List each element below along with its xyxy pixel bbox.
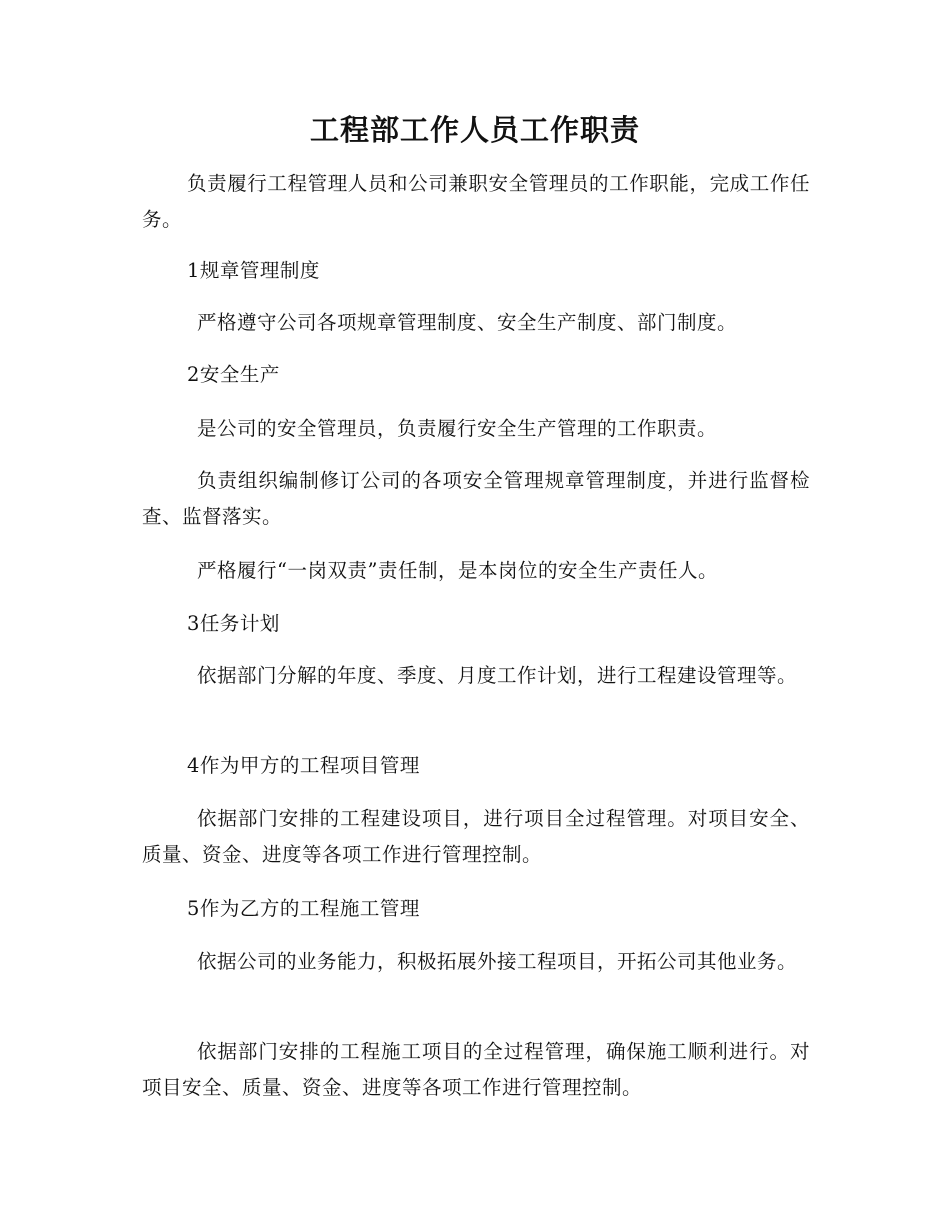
document-title: 工程部工作人员工作职责 [309, 113, 640, 147]
section-heading-4: 4作为甲方的工程项目管理 [187, 754, 420, 777]
section-heading-1: 1规章管理制度 [187, 259, 320, 282]
paragraph-2b: 负责组织编制修订公司的各项安全管理规章管理制度，并进行监督检查、监督落实。 [142, 469, 810, 528]
section-heading-5: 5作为乙方的工程施工管理 [187, 897, 420, 920]
paragraph-intro: 负责履行工程管理人员和公司兼职安全管理员的工作职能，完成工作任务。 [142, 172, 810, 231]
paragraph-3: 依据部门分解的年度、季度、月度工作计划，进行工程建设管理等。 [197, 664, 798, 687]
section-heading-2: 2安全生产 [187, 363, 280, 386]
paragraph-5b: 依据部门安排的工程施工项目的全过程管理，确保施工顺利进行。对项目安全、质量、资金、进度等各项工作进行管理控制。 [142, 1040, 810, 1099]
paragraph-2a: 是公司的安全管理员，负责履行安全生产管理的工作职责。 [197, 417, 718, 440]
paragraph-4: 依据部门安排的工程建设项目，进行项目全过程管理。对项目安全、质量、资金、进度等各项工作进行管理控制。 [142, 807, 810, 866]
paragraph-2c: 严格履行“一岗双责”责任制，是本岗位的安全生产责任人。 [197, 559, 718, 582]
section-heading-3: 3任务计划 [187, 612, 280, 635]
paragraph-5a: 依据公司的业务能力，积极拓展外接工程项目，开拓公司其他业务。 [197, 950, 798, 973]
paragraph-1: 严格遵守公司各项规章管理制度、安全生产制度、部门制度。 [197, 311, 738, 334]
